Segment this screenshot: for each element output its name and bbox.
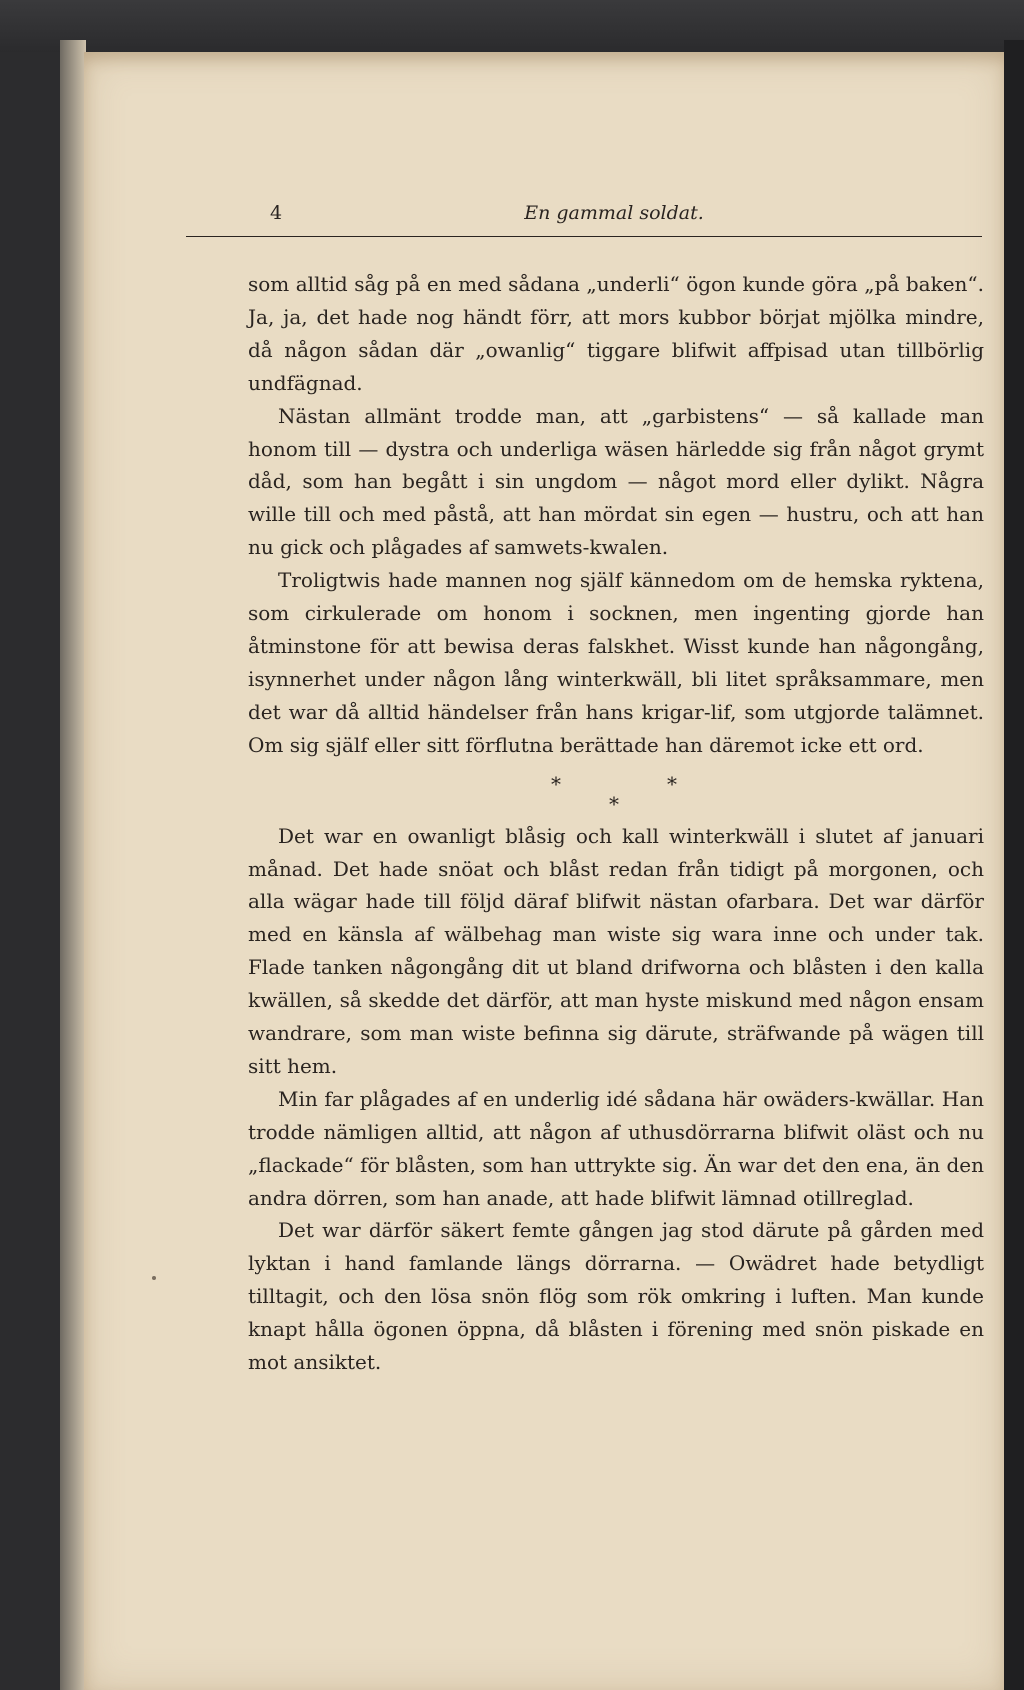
page-gutter-shadow	[60, 40, 86, 1690]
section-break-asterism	[248, 762, 984, 820]
running-header	[186, 200, 982, 237]
paragraph-3: Troligtwis hade mannen nog själf kännedom om de hemska ryktena, som cirkulerade om honom i socknen, men ingenting gjorde han åtminstone för att bewisa deras falskhet. Wisst kunde han någongång, isynnerhet under någon lång winterkwäll, bli litet språksammare, men det war då alltid händelser från hans krigar-lif, som utgjorde talämnet. Om sig själf eller sitt förflutna berättade han däremot icke ett ord.	[248, 568, 984, 757]
running-title: En gammal soldat.	[524, 202, 704, 224]
asterisk-right: *	[667, 771, 677, 796]
paragraph-1: som alltid såg på en med sådana „underli“ ögon kunde göra „på baken“. Ja, ja, det hade nog händt förr, att mors kubbor börjat mjölka mindre, då någon sådan där „owanlig“ tiggare blifwit affpisad utan tillbörlig undfägnad.	[248, 272, 984, 395]
body-text	[248, 268, 984, 1379]
asterisk-left: *	[551, 771, 561, 796]
paragraph-2: Nästan allmänt trodde man, att „garbistens“ — så kallade man honom till — dystra och underliga wäsen härledde sig från något grymt dåd, som han begått i sin ungdom — något mord eller dylikt. Några wille till och med påstå, att han mördat sin egen — hustru, och att han nu gick och plågades af samwets-kwalen.	[248, 403, 984, 560]
scan-background-right	[1004, 40, 1024, 1690]
asterisk-bottom: *	[609, 791, 619, 816]
paragraph-4: Det war en owanligt blåsig och kall winterkwäll i slutet af januari månad. Det hade snöat och blåst redan från tidigt på morgonen, och alla wägar hade till följd däraf blifwit nästan ofarbara. Det war därför med en känsla af wälbehag man wiste sig wara inne och under tak. Flade tanken någongång dit ut bland drifworna och blåsten i den kalla kwällen, så skedde det därför, att man hyste miskund med någon ensam wandrare, som man wiste befinna sig därute, sträfwande på wägen till sitt hem.	[248, 823, 984, 1078]
paragraph-5: Min far plågades af en underlig idé sådana här owäders-kwällar. Han trodde nämligen alltid, att någon af uthusdörrarna blifwit oläst och nu „flackade“ för blåsten, som han uttrykte sig. Än war det den ena, än den andra dörren, som han anade, att hade blifwit lämnad otillreglad.	[248, 1086, 984, 1210]
paper-speck	[152, 1276, 156, 1280]
page-number: 4	[270, 202, 283, 224]
paragraph-6: Det war därför säkert femte gången jag stod därute på gården med lyktan i hand famlande längs dörrarna. — Owädret hade betydligt tilltagit, och den lösa snön flög som rök omkring i luften. Man kunde knapt hålla ögonen öppna, då blåsten i förening med snön piskade en mot ansiktet.	[248, 1218, 984, 1375]
scan-background-top	[0, 0, 1024, 52]
